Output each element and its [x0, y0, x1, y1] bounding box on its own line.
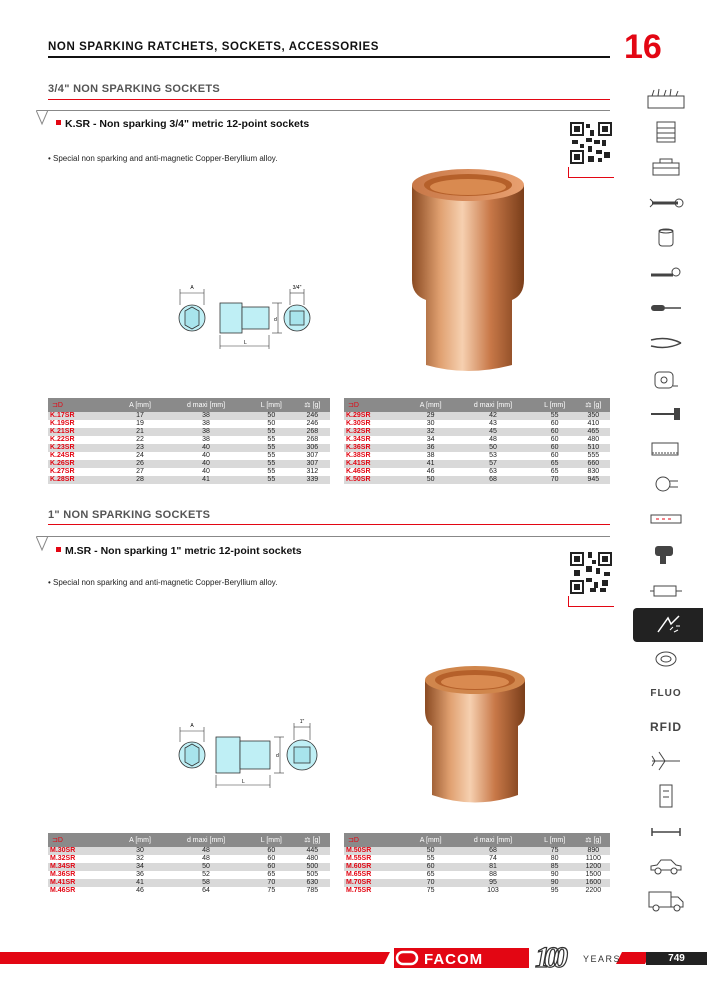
part-reference: M.34SR [48, 863, 116, 871]
col-weight: ⚖ [g] [295, 398, 330, 412]
table-row [344, 863, 610, 871]
table-cell: 500 [295, 863, 330, 871]
table-cell: 57 [453, 460, 532, 468]
table-cell: 60 [533, 444, 577, 452]
product-rule [37, 110, 610, 111]
table-cell: 32 [116, 855, 164, 863]
table-cell: 48 [164, 847, 248, 855]
table-row [344, 420, 610, 428]
product-title-msr: M.SR - Non sparking 1" metric 12-point sockets [56, 545, 302, 557]
table-cell: 268 [295, 428, 330, 436]
facom-mini-logo: ⊐D [48, 833, 116, 847]
part-reference: K.34SR [344, 436, 408, 444]
table-cell: 505 [295, 871, 330, 879]
table-cell: 40 [164, 452, 248, 460]
section-title-1-inch: 1" NON SPARKING SOCKETS [48, 509, 211, 521]
table-cell: 38 [164, 436, 248, 444]
part-reference: K.41SR [344, 460, 408, 468]
part-reference: K.19SR [48, 420, 116, 428]
table-cell: 65 [248, 871, 295, 879]
table-row [344, 460, 610, 468]
table-cell: 55 [248, 476, 295, 484]
table-cell: 55 [408, 855, 453, 863]
part-reference: K.23SR [48, 444, 116, 452]
part-reference: K.26SR [48, 460, 116, 468]
table-cell: 32 [408, 428, 453, 436]
table-cell: 103 [453, 887, 532, 895]
table-cell: 55 [248, 468, 295, 476]
tool-box-icon[interactable] [640, 153, 692, 181]
table-cell: 55 [248, 428, 295, 436]
table-cell: 306 [295, 444, 330, 452]
table-row [48, 452, 330, 460]
hammer-icon[interactable] [640, 400, 692, 428]
table-cell: 46 [408, 468, 453, 476]
part-reference: M.32SR [48, 855, 116, 863]
table-cell: 65 [408, 871, 453, 879]
100-years-mark: 100 [535, 941, 562, 974]
tool-cabinet-icon[interactable] [640, 118, 692, 146]
col-a: A [mm] [116, 833, 164, 847]
table-cell: 60 [533, 452, 577, 460]
product-rule [37, 536, 610, 537]
part-reference: M.55SR [344, 855, 408, 863]
table-cell: 50 [453, 444, 532, 452]
table-row [344, 468, 610, 476]
table-cell: 50 [164, 863, 248, 871]
table-row [48, 863, 330, 871]
table-cell: 95 [533, 887, 577, 895]
table-cell: 43 [453, 420, 532, 428]
tool-set-icon[interactable] [640, 85, 692, 113]
table-cell: 830 [577, 468, 610, 476]
part-reference: K.50SR [344, 476, 408, 484]
table-cell: 81 [453, 863, 532, 871]
table-cell: 246 [295, 412, 330, 420]
ratchet-icon[interactable] [640, 259, 692, 287]
table-cell: 24 [116, 452, 164, 460]
table-cell: 53 [453, 452, 532, 460]
table-row [344, 847, 610, 855]
col-l: L [mm] [248, 398, 295, 412]
part-reference: M.30SR [48, 847, 116, 855]
table-row [344, 428, 610, 436]
electric-cabinet-icon[interactable] [640, 782, 692, 810]
table-cell: 55 [248, 444, 295, 452]
table-cell: 30 [116, 847, 164, 855]
facom-mini-logo: ⊐D [344, 398, 408, 412]
table-cell: 90 [533, 879, 577, 887]
table-cell: 28 [116, 476, 164, 484]
table-cell: 23 [116, 444, 164, 452]
table-cell: 70 [533, 476, 577, 484]
table-row [344, 887, 610, 895]
table-row [344, 436, 610, 444]
col-l: L [mm] [248, 833, 295, 847]
table-cell: 26 [116, 460, 164, 468]
table-row [48, 428, 330, 436]
col-a: A [mm] [116, 398, 164, 412]
electrical-tester-icon[interactable] [640, 505, 692, 533]
dim-a-label: A [190, 723, 194, 729]
dim-d-label: d [276, 753, 279, 759]
years-label: YEARS [583, 954, 622, 964]
table-cell: 339 [295, 476, 330, 484]
product-title-ksr: K.SR - Non sparking 3/4" metric 12-point sockets [56, 118, 309, 130]
part-reference: M.75SR [344, 887, 408, 895]
table-cell: 36 [408, 444, 453, 452]
table-cell: 40 [164, 444, 248, 452]
table-cell: 68 [453, 847, 532, 855]
part-reference: K.46SR [344, 468, 408, 476]
table-cell: 55 [248, 460, 295, 468]
dim-drive-label: 1" [299, 719, 305, 725]
pliers-icon[interactable] [640, 329, 692, 357]
table-row [344, 444, 610, 452]
crimping-tool-icon[interactable] [640, 470, 692, 498]
section-title-3-4: 3/4" NON SPARKING SOCKETS [48, 83, 221, 95]
table-cell: 660 [577, 460, 610, 468]
impact-wrench-icon[interactable] [640, 540, 692, 568]
socket-icon[interactable] [640, 224, 692, 252]
table-cell: 350 [577, 412, 610, 420]
table-cell: 1200 [577, 863, 610, 871]
table-cell: 34 [408, 436, 453, 444]
facom-logo [394, 948, 529, 968]
non-sparking-icon[interactable] [633, 608, 703, 642]
socket-dimension-diagram [172, 715, 322, 790]
part-reference: M.41SR [48, 879, 116, 887]
table-cell: 445 [295, 847, 330, 855]
table-cell: 65 [533, 468, 577, 476]
part-reference: K.17SR [48, 412, 116, 420]
table-cell: 38 [164, 420, 248, 428]
part-reference: K.38SR [344, 452, 408, 460]
weight-icon: ⚖ [304, 837, 311, 844]
col-d: d maxi [mm] [164, 833, 248, 847]
part-reference: M.65SR [344, 871, 408, 879]
weight-icon: ⚖ [304, 402, 311, 409]
facom-mini-logo: ⊐D [344, 833, 408, 847]
table-row [48, 420, 330, 428]
table-cell: 38 [408, 452, 453, 460]
table-row [48, 871, 330, 879]
weight-icon: ⚖ [585, 402, 592, 409]
col-d: d maxi [mm] [453, 398, 532, 412]
title-tick [36, 110, 56, 130]
weight-icon: ⚖ [585, 837, 592, 844]
table-cell: 2200 [577, 887, 610, 895]
part-reference: K.30SR [344, 420, 408, 428]
col-weight: ⚖ [g] [577, 398, 610, 412]
table-cell: 48 [453, 436, 532, 444]
truck-icon[interactable] [640, 887, 692, 915]
dim-l-label: L [242, 779, 245, 785]
table-cell: 50 [248, 420, 295, 428]
col-a: A [mm] [408, 833, 453, 847]
qr-corner [568, 167, 614, 178]
table-cell: 630 [295, 879, 330, 887]
table-cell: 34 [116, 863, 164, 871]
table-cell: 510 [577, 444, 610, 452]
product-feature: • Special non sparking and anti-magnetic Copper-Beryllium alloy. [48, 154, 278, 163]
table-cell: 40 [164, 460, 248, 468]
part-reference: K.27SR [48, 468, 116, 476]
part-reference: K.36SR [344, 444, 408, 452]
part-reference: M.70SR [344, 879, 408, 887]
table-cell: 307 [295, 460, 330, 468]
table-cell: 555 [577, 452, 610, 460]
spec-table-ksr-right [344, 398, 610, 484]
table-cell: 63 [453, 468, 532, 476]
part-reference: K.28SR [48, 476, 116, 484]
table-row [344, 879, 610, 887]
qr-code-icon[interactable] [570, 122, 612, 164]
table-cell: 465 [577, 428, 610, 436]
table-row [48, 476, 330, 484]
table-cell: 50 [408, 476, 453, 484]
table-cell: 80 [533, 855, 577, 863]
table-row [48, 412, 330, 420]
socket-photo-3-4 [408, 165, 528, 380]
screwdriver-icon[interactable] [640, 294, 692, 322]
table-row [344, 871, 610, 879]
table-cell: 90 [533, 871, 577, 879]
table-row [48, 855, 330, 863]
table-cell: 21 [116, 428, 164, 436]
table-cell: 246 [295, 420, 330, 428]
table-cell: 41 [164, 476, 248, 484]
table-cell: 42 [453, 412, 532, 420]
table-row [344, 452, 610, 460]
table-cell: 65 [533, 460, 577, 468]
section-rule [48, 99, 610, 100]
facom-mini-logo: ⊐D [48, 398, 116, 412]
table-row [344, 855, 610, 863]
header-rule [48, 56, 610, 58]
car-icon[interactable] [640, 852, 692, 880]
table-cell: 480 [577, 436, 610, 444]
col-l: L [mm] [533, 398, 577, 412]
table-cell: 60 [248, 863, 295, 871]
socket-photo-1-inch [420, 660, 530, 810]
part-reference: M.36SR [48, 871, 116, 879]
spec-table-ksr-left [48, 398, 330, 484]
table-cell: 50 [248, 412, 295, 420]
table-cell: 41 [116, 879, 164, 887]
table-cell: 55 [248, 452, 295, 460]
table-cell: 1100 [577, 855, 610, 863]
page-header-title: NON SPARKING RATCHETS, SOCKETS, ACCESSORIES [48, 41, 380, 53]
table-cell: 785 [295, 887, 330, 895]
table-row [344, 412, 610, 420]
table-cell: 60 [533, 420, 577, 428]
table-cell: 60 [248, 855, 295, 863]
table-cell: 36 [116, 871, 164, 879]
table-cell: 45 [453, 428, 532, 436]
part-reference: M.50SR [344, 847, 408, 855]
socket-dimension-diagram [172, 283, 322, 353]
table-cell: 60 [533, 436, 577, 444]
dim-l-label: L [244, 340, 247, 346]
table-cell: 60 [408, 863, 453, 871]
table-cell: 58 [164, 879, 248, 887]
table-cell: 55 [533, 412, 577, 420]
pipe-wrench-icon[interactable] [640, 817, 692, 845]
safety-tether-icon[interactable] [640, 645, 692, 673]
table-cell: 52 [164, 871, 248, 879]
table-cell: 70 [248, 879, 295, 887]
table-cell: 268 [295, 436, 330, 444]
part-reference: K.32SR [344, 428, 408, 436]
col-d: d maxi [mm] [164, 398, 248, 412]
qr-code-icon[interactable] [570, 552, 612, 594]
table-cell: 41 [408, 460, 453, 468]
table-cell: 312 [295, 468, 330, 476]
table-cell: 17 [116, 412, 164, 420]
table-cell: 307 [295, 452, 330, 460]
col-l: L [mm] [533, 833, 577, 847]
table-cell: 60 [533, 428, 577, 436]
table-cell: 95 [453, 879, 532, 887]
table-cell: 1600 [577, 879, 610, 887]
table-cell: 68 [453, 476, 532, 484]
spec-table-msr-right [344, 833, 610, 895]
table-cell: 38 [164, 412, 248, 420]
table-cell: 40 [164, 468, 248, 476]
table-cell: 60 [248, 847, 295, 855]
table-cell: 88 [453, 871, 532, 879]
table-row [48, 460, 330, 468]
col-d: d maxi [mm] [453, 833, 532, 847]
table-cell: 19 [116, 420, 164, 428]
dim-a-label: A [190, 285, 194, 291]
table-cell: 29 [408, 412, 453, 420]
table-cell: 30 [408, 420, 453, 428]
table-cell: 945 [577, 476, 610, 484]
table-cell: 75 [533, 847, 577, 855]
part-reference: M.60SR [344, 863, 408, 871]
table-row [48, 887, 330, 895]
part-reference: K.21SR [48, 428, 116, 436]
wrench-icon[interactable] [640, 189, 692, 217]
spec-table-msr-left [48, 833, 330, 895]
aircraft-icon[interactable] [640, 747, 692, 775]
table-cell: 50 [408, 847, 453, 855]
svg-text:FACOM: FACOM [424, 951, 484, 968]
table-row [48, 879, 330, 887]
table-cell: 55 [248, 436, 295, 444]
chapter-number: 16 [624, 28, 662, 66]
table-cell: 27 [116, 468, 164, 476]
dim-drive-label: 3/4" [292, 285, 302, 291]
table-cell: 74 [453, 855, 532, 863]
section-rule [48, 524, 610, 525]
table-cell: 410 [577, 420, 610, 428]
table-cell: 48 [164, 855, 248, 863]
table-cell: 75 [248, 887, 295, 895]
page-number: 749 [646, 952, 707, 965]
table-cell: 1500 [577, 871, 610, 879]
part-reference: K.22SR [48, 436, 116, 444]
tape-measure-icon[interactable] [640, 365, 692, 393]
table-cell: 85 [533, 863, 577, 871]
part-reference: K.24SR [48, 452, 116, 460]
qr-corner [568, 596, 614, 607]
hacksaw-icon[interactable] [640, 435, 692, 463]
vise-icon[interactable] [640, 575, 692, 603]
rfid-category[interactable]: RFID [650, 720, 682, 734]
col-weight: ⚖ [g] [295, 833, 330, 847]
table-cell: 46 [116, 887, 164, 895]
table-row [48, 436, 330, 444]
dim-d-label: d [274, 317, 277, 323]
part-reference: K.29SR [344, 412, 408, 420]
table-cell: 22 [116, 436, 164, 444]
table-cell: 75 [408, 887, 453, 895]
col-a: A [mm] [408, 398, 453, 412]
table-cell: 70 [408, 879, 453, 887]
fluo-category[interactable]: FLUO [650, 687, 682, 699]
table-row [344, 476, 610, 484]
table-cell: 38 [164, 428, 248, 436]
table-row [48, 468, 330, 476]
table-row [48, 847, 330, 855]
table-cell: 890 [577, 847, 610, 855]
table-cell: 480 [295, 855, 330, 863]
table-cell: 64 [164, 887, 248, 895]
part-reference: M.46SR [48, 887, 116, 895]
title-tick [36, 536, 56, 556]
col-weight: ⚖ [g] [577, 833, 610, 847]
table-row [48, 444, 330, 452]
product-feature: • Special non sparking and anti-magnetic Copper-Beryllium alloy. [48, 578, 278, 587]
